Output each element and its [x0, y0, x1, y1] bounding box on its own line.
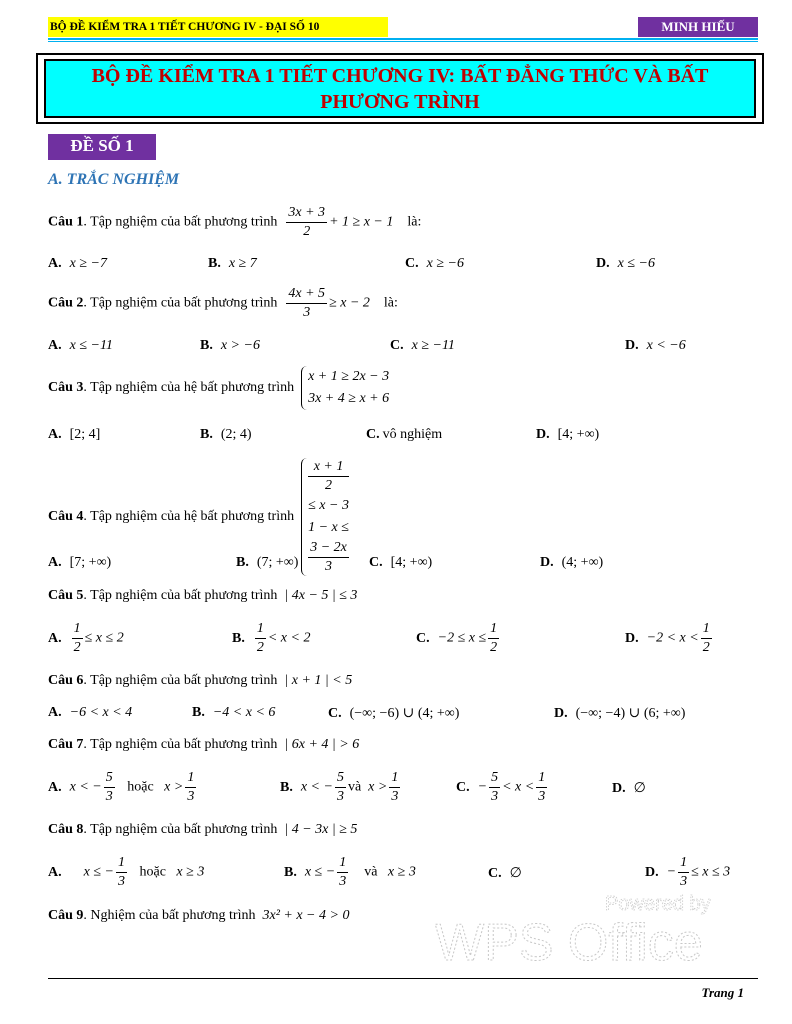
question-stem: . Tập nghiệm của bất phương trình: [83, 822, 278, 837]
inequality: | 4x − 5 | ≤ 3: [284, 588, 358, 603]
option-label: D.: [612, 781, 626, 796]
option-label: A.: [48, 555, 62, 570]
option-b[interactable]: [208, 256, 257, 272]
option-label: D.: [554, 706, 568, 721]
document-title: BỘ ĐỀ KIỂM TRA 1 TIẾT CHƯƠNG IV: BẤT ĐẲNG THỨC VÀ BẤT PHƯƠNG TRÌNH: [91, 64, 709, 113]
option-text: [4; +∞): [557, 427, 600, 442]
question-label: Câu 9: [48, 908, 84, 923]
option-label: D.: [625, 338, 639, 353]
option-text: x < −: [69, 779, 102, 795]
option-text: x ≤ −: [83, 864, 114, 880]
option-connector: hoặc: [139, 864, 166, 880]
title-box: [36, 53, 764, 124]
option-a[interactable]: [48, 256, 107, 272]
fraction: [536, 769, 547, 806]
option-text: −: [666, 864, 677, 880]
question-stem: . Tập nghiệm của bất phương trình: [83, 214, 278, 230]
fraction: [72, 620, 83, 657]
option-d[interactable]: [554, 705, 685, 722]
option-text: [7; +∞): [69, 555, 112, 570]
option-c[interactable]: [369, 555, 432, 571]
option-label: B.: [284, 864, 297, 880]
option-label: D.: [536, 427, 550, 442]
option-d[interactable]: [596, 256, 655, 272]
option-text: −2 < x <: [646, 630, 699, 646]
option-a[interactable]: [48, 338, 113, 354]
fraction-numerator: 1: [488, 620, 499, 639]
option-label: A.: [48, 338, 62, 353]
fraction: [389, 769, 400, 806]
fraction-numerator: 1: [678, 854, 689, 873]
fraction-denominator: 3: [491, 789, 499, 804]
option-label: B.: [232, 630, 245, 646]
question-stem: . Tập nghiệm của bất phương trình: [83, 588, 278, 603]
wps-watermark: [435, 888, 735, 968]
option-text: (7; +∞): [256, 555, 299, 570]
header-author: MINH HIẾU: [638, 17, 758, 37]
option-label: A.: [48, 864, 62, 880]
fraction: [286, 285, 327, 322]
fraction-denominator: 3: [391, 789, 399, 804]
question-label: Câu 4: [48, 509, 84, 525]
option-label: B.: [200, 338, 213, 353]
option-b[interactable]: [236, 555, 298, 571]
option-label: A.: [48, 705, 62, 720]
title-box-inner: [44, 59, 756, 118]
option-label: D.: [625, 630, 639, 646]
fraction-denominator: 3: [680, 874, 688, 889]
question-2: [48, 285, 398, 322]
option-text: ≤ x ≤ 2: [84, 630, 124, 646]
expression-tail: ≥ x − 2: [329, 295, 370, 311]
fraction: [335, 769, 346, 806]
question-8: [48, 822, 357, 838]
fraction-numerator: 1: [72, 620, 83, 639]
fraction-denominator: 2: [73, 640, 81, 655]
question-label: Câu 1: [48, 214, 84, 230]
option-label: C.: [366, 427, 380, 442]
fraction-numerator: 5: [335, 769, 346, 788]
option-text: (−∞; −6) ∪ (4; +∞): [349, 706, 460, 721]
question-7: [48, 737, 359, 753]
option-text: < x < 2: [267, 630, 311, 646]
question-label: Câu 6: [48, 673, 84, 688]
fraction-numerator: 1: [337, 854, 348, 873]
option-label: B.: [208, 256, 221, 271]
option-text: −2 ≤ x ≤: [437, 630, 487, 646]
section-heading: A. TRẮC NGHIỆM: [48, 171, 180, 188]
option-text: x ≥ −11: [411, 338, 455, 353]
system-line: [308, 458, 349, 517]
fraction-numerator: 1: [701, 620, 712, 639]
fraction: [104, 769, 115, 806]
option-label: C.: [369, 555, 383, 570]
option-label: D.: [596, 256, 610, 271]
option-text: [2; 4]: [69, 427, 101, 442]
fraction-numerator: x + 1: [308, 458, 349, 477]
question-3: [48, 366, 389, 410]
fraction-denominator: 2: [256, 640, 264, 655]
fraction-numerator: 1: [255, 620, 266, 639]
fraction-numerator: 4x + 5: [286, 285, 327, 304]
option-d[interactable]: [625, 338, 686, 354]
exam-number-badge: ĐỀ SỐ 1: [48, 134, 156, 158]
question-stem: . Tập nghiệm của bất phương trình: [83, 673, 278, 688]
fraction: [255, 620, 266, 657]
fraction: [286, 204, 327, 241]
option-label: D.: [540, 555, 554, 570]
header-divider-thin: [48, 41, 758, 42]
option-text: x >: [164, 779, 184, 795]
empty-set-symbol: ∅: [509, 866, 522, 881]
option-label: C.: [456, 779, 470, 795]
option-text: −: [477, 779, 488, 795]
question-stem: . Nghiệm của bất phương trình: [83, 908, 256, 923]
fraction-denominator: 2: [702, 640, 710, 655]
fraction: [337, 854, 348, 891]
option-text: x ≥ 3: [176, 864, 205, 880]
page-header: [48, 17, 758, 37]
option-a[interactable]: [48, 555, 111, 571]
option-text: x ≥ −7: [69, 256, 107, 271]
fraction-denominator: 3: [325, 559, 333, 574]
question-stem: . Tập nghiệm của hệ bất phương trình: [83, 509, 295, 525]
fraction: [308, 539, 349, 576]
question-6: [48, 673, 352, 689]
fraction-numerator: 1: [536, 769, 547, 788]
fraction-denominator: 2: [490, 640, 498, 655]
option-a[interactable]: [48, 854, 204, 891]
option-c[interactable]: [405, 256, 464, 272]
fraction-numerator: 1: [116, 854, 127, 873]
option-b[interactable]: [192, 705, 275, 721]
fraction-numerator: 3 − 2x: [308, 539, 349, 558]
option-connector: và: [347, 779, 362, 795]
option-label: C.: [390, 338, 404, 353]
option-text: x > −6: [220, 338, 260, 353]
fraction: [488, 620, 499, 657]
fraction-numerator: 1: [389, 769, 400, 788]
option-c[interactable]: [390, 338, 455, 354]
fraction-numerator: 5: [489, 769, 500, 788]
fraction-denominator: 2: [303, 224, 311, 239]
option-text: vô nghiệm: [382, 427, 443, 442]
option-label: B.: [192, 705, 205, 720]
option-label: C.: [488, 866, 502, 881]
header-divider: [48, 38, 758, 40]
option-d[interactable]: [540, 555, 603, 571]
option-d[interactable]: [536, 427, 599, 443]
question-label: Câu 5: [48, 588, 84, 603]
option-c[interactable]: [456, 769, 549, 806]
option-text: x < −: [300, 779, 333, 795]
watermark-line1: Powered by: [605, 893, 711, 915]
option-text: −6 < x < 4: [69, 705, 133, 720]
option-c[interactable]: [416, 620, 501, 657]
option-b[interactable]: [284, 854, 416, 891]
header-title: BỘ ĐỀ KIỂM TRA 1 TIẾT CHƯƠNG IV - ĐẠI SỐ 10: [48, 17, 388, 37]
option-text: [4; +∞): [390, 555, 433, 570]
option-d[interactable]: [612, 780, 646, 797]
option-label: A.: [48, 779, 62, 795]
option-text: x ≥ −6: [426, 256, 464, 271]
option-label: C.: [416, 630, 430, 646]
option-a[interactable]: [48, 620, 124, 657]
option-text: x ≤ −: [304, 864, 336, 880]
system-brace: [301, 458, 349, 576]
option-text: x ≤ −11: [69, 338, 113, 353]
option-label: C.: [328, 706, 342, 721]
inequality: | 6x + 4 | > 6: [284, 737, 360, 752]
question-stem: . Tập nghiệm của bất phương trình: [83, 737, 278, 752]
option-text: x >: [368, 779, 388, 795]
option-text: (−∞; −4) ∪ (6; +∞): [575, 706, 686, 721]
fraction: [489, 769, 500, 806]
system-line: x + 1 ≥ 2x − 3: [308, 369, 390, 384]
fraction-denominator: 2: [325, 478, 333, 493]
fraction-numerator: 3x + 3: [286, 204, 327, 223]
option-text: ≤ x ≤ 3: [691, 864, 731, 880]
system-line: 3x + 4 ≥ x + 6: [308, 391, 390, 406]
fraction-numerator: 1: [185, 769, 196, 788]
option-label: C.: [405, 256, 419, 271]
fraction-denominator: 3: [336, 789, 344, 804]
expression-head: 1 − x ≤: [308, 520, 349, 535]
fraction-denominator: 3: [105, 789, 113, 804]
exam-number-underline: [48, 158, 156, 160]
question-label: Câu 2: [48, 295, 84, 311]
fraction: [308, 458, 349, 495]
option-d[interactable]: [645, 854, 730, 891]
fraction-denominator: 3: [339, 874, 347, 889]
expression-tail: ≤ x − 3: [308, 498, 349, 513]
question-suffix: là:: [407, 214, 422, 230]
option-connector: và: [364, 864, 378, 880]
option-text: < x <: [502, 779, 535, 795]
option-label: A.: [48, 630, 62, 646]
fraction: [701, 620, 712, 657]
option-text: x ≥ 7: [228, 256, 257, 271]
option-b[interactable]: [280, 769, 402, 806]
fraction: [678, 854, 689, 891]
fraction: [185, 769, 196, 806]
option-connector: hoặc: [127, 779, 154, 795]
option-label: B.: [236, 555, 249, 570]
option-b[interactable]: [232, 620, 310, 657]
question-suffix: là:: [383, 295, 398, 311]
option-text: (2; 4): [220, 427, 252, 442]
option-label: A.: [48, 427, 62, 442]
page-number: Trang 1: [701, 985, 744, 1000]
option-label: D.: [645, 864, 659, 880]
option-a[interactable]: [48, 769, 198, 806]
option-b[interactable]: [200, 427, 252, 443]
question-stem: . Tập nghiệm của hệ bất phương trình: [83, 380, 295, 396]
watermark-line2: WPS Office: [435, 914, 703, 968]
footer-divider: [48, 978, 758, 979]
question-label: Câu 8: [48, 822, 84, 837]
fraction-denominator: 3: [187, 789, 195, 804]
fraction-denominator: 3: [303, 305, 311, 320]
question-label: Câu 3: [48, 380, 84, 396]
option-c[interactable]: [366, 427, 442, 443]
option-label: A.: [48, 256, 62, 271]
question-5: [48, 588, 357, 604]
fraction-denominator: 3: [538, 789, 546, 804]
fraction: [116, 854, 127, 891]
option-d[interactable]: [625, 620, 714, 657]
question-stem: . Tập nghiệm của bất phương trình: [83, 295, 278, 311]
fraction-denominator: 3: [117, 874, 125, 889]
option-a[interactable]: [48, 427, 100, 443]
option-label: B.: [280, 779, 293, 795]
question-1: [48, 204, 421, 241]
inequality: | 4 − 3x | ≥ 5: [284, 822, 358, 837]
option-text: x < −6: [646, 338, 686, 353]
empty-set-symbol: ∅: [633, 781, 646, 796]
inequality: | x + 1 | < 5: [284, 673, 353, 688]
option-c[interactable]: [328, 705, 459, 722]
inequality: 3x² + x − 4 > 0: [262, 908, 350, 923]
option-text: −4 < x < 6: [212, 705, 276, 720]
option-b[interactable]: [200, 338, 260, 354]
option-text: (4; +∞): [561, 555, 604, 570]
system-brace: [301, 366, 389, 410]
question-9: [48, 908, 349, 924]
option-label: B.: [200, 427, 213, 442]
option-c[interactable]: [488, 865, 522, 882]
fraction-numerator: 5: [104, 769, 115, 788]
option-text: x ≤ −6: [617, 256, 655, 271]
option-a[interactable]: [48, 705, 132, 721]
system-line: [308, 517, 349, 576]
question-label: Câu 7: [48, 737, 84, 752]
expression-tail: + 1 ≥ x − 1: [329, 214, 394, 230]
option-text: x ≥ 3: [387, 864, 416, 880]
